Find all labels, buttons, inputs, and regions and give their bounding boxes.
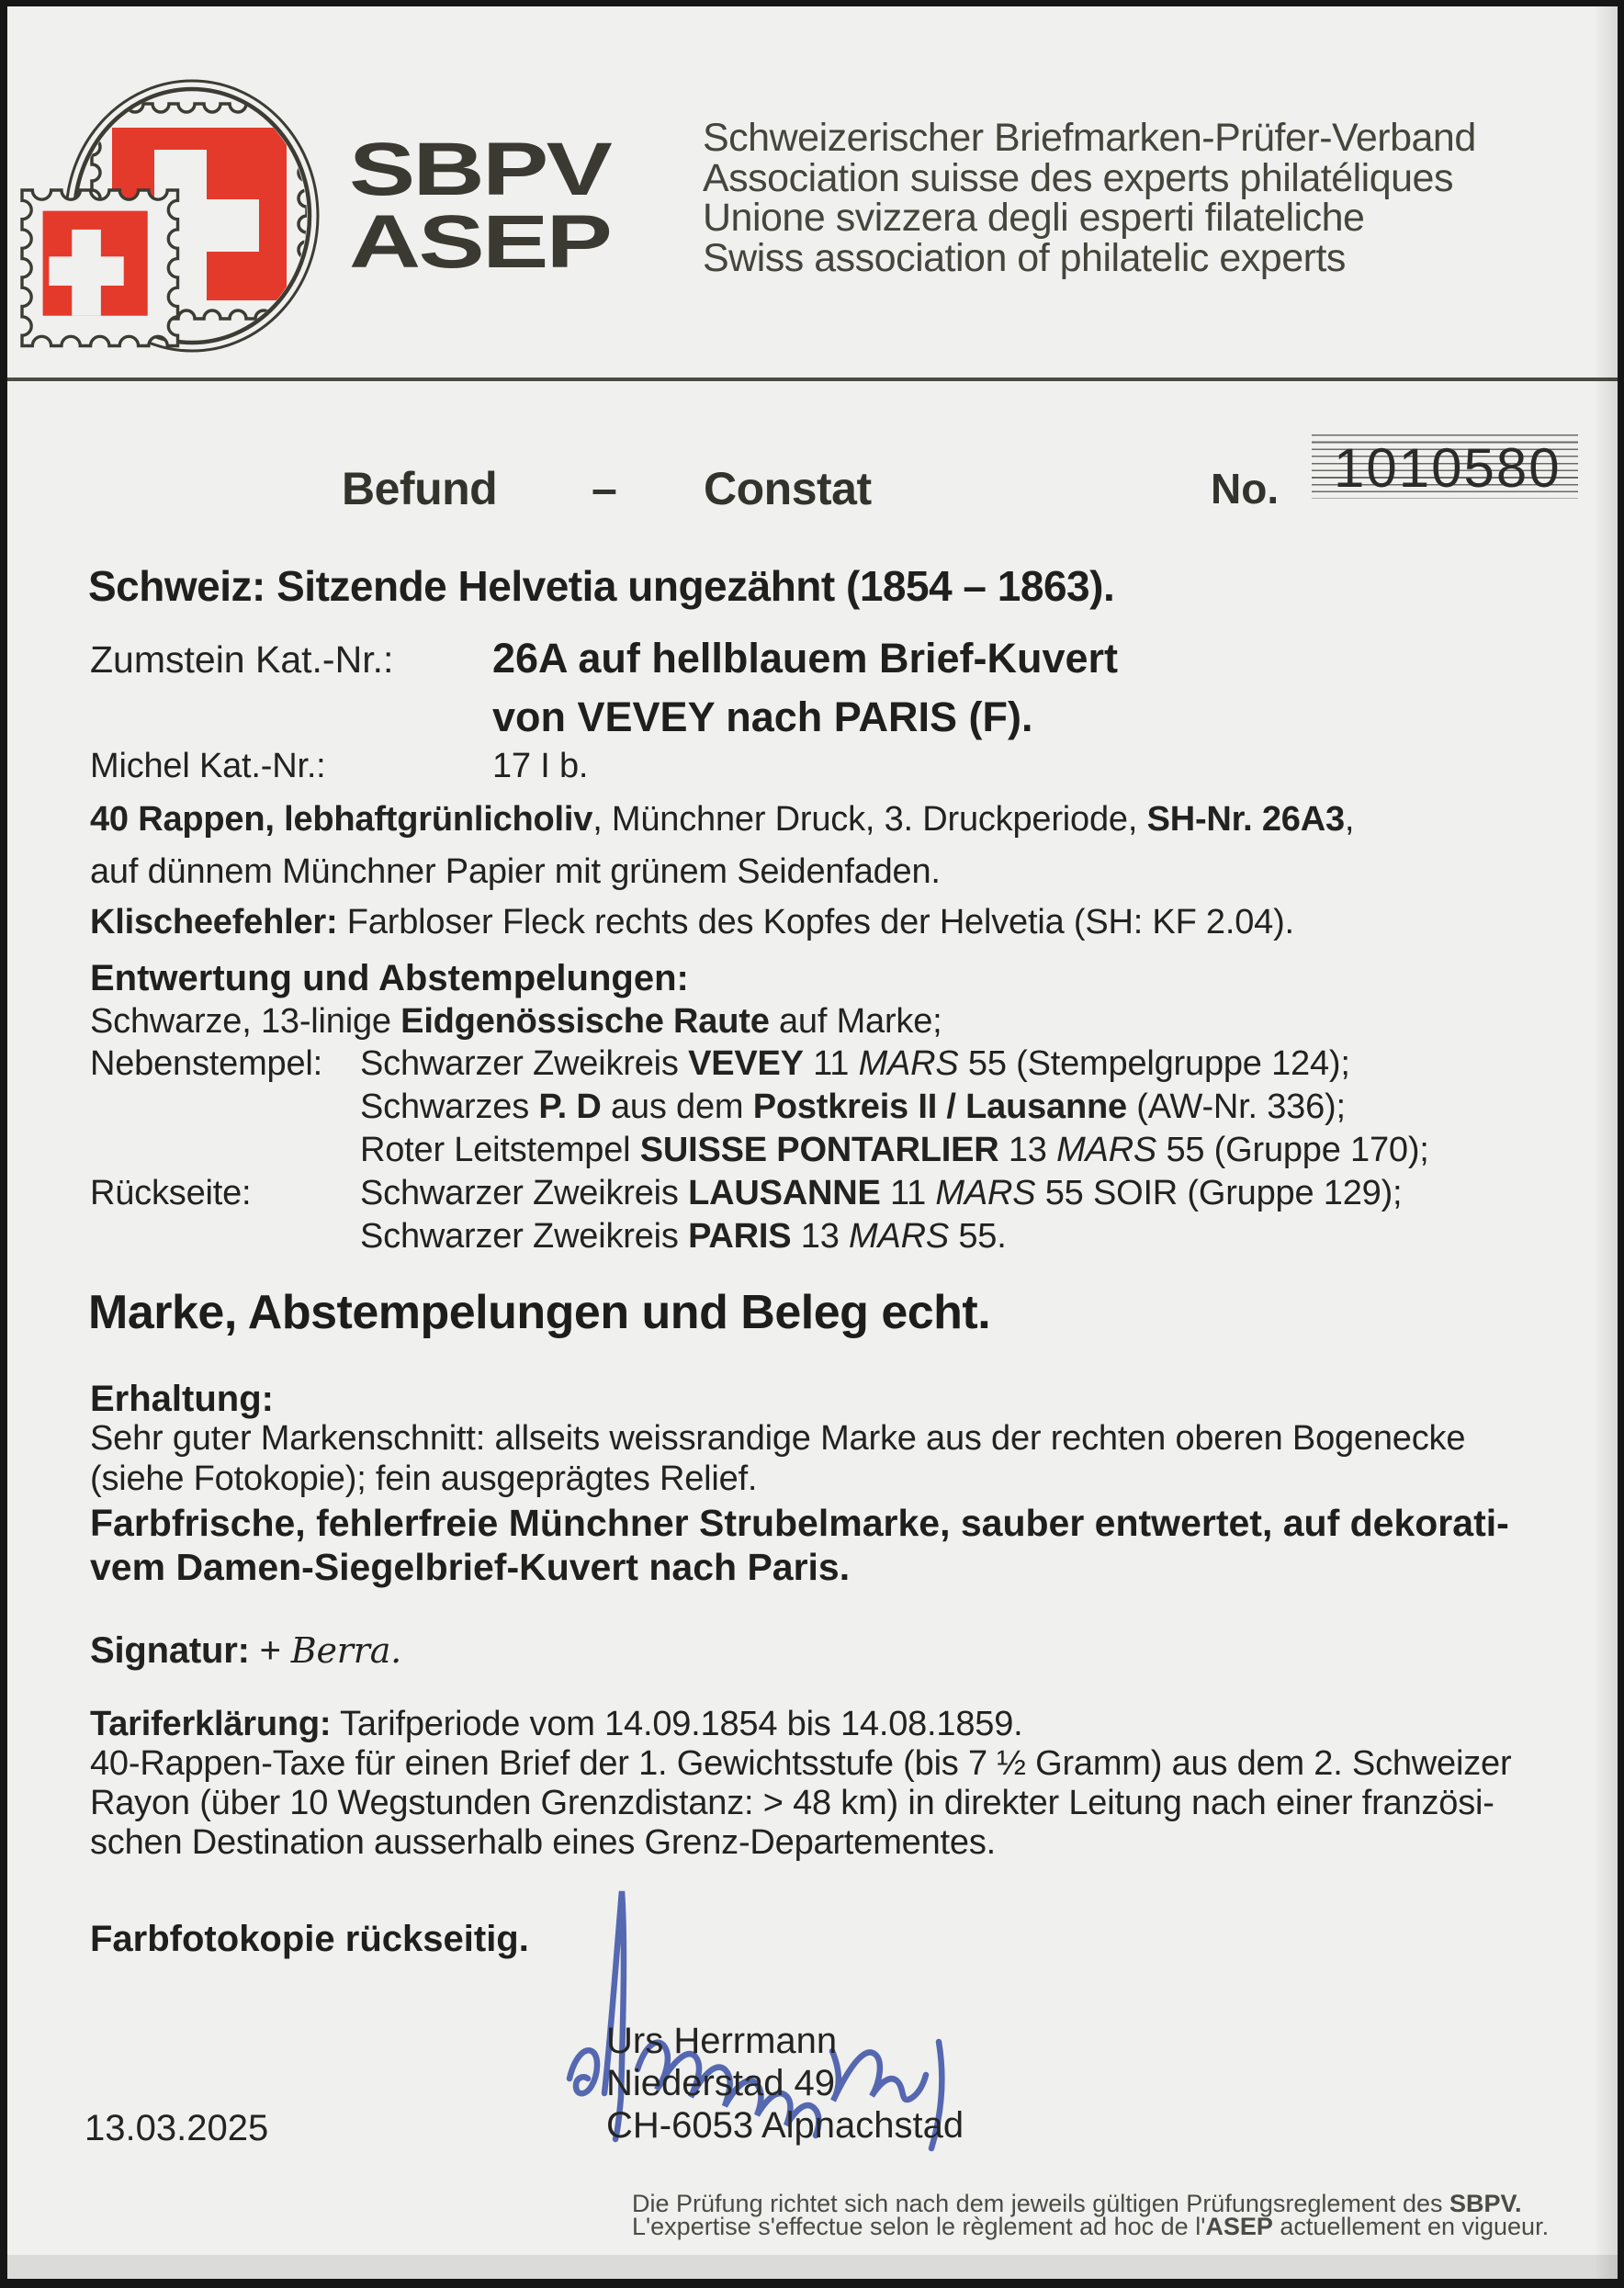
expert-address-block: [606, 2020, 964, 2147]
org-name-italian: Unione svizzera degli esperti filateliche: [703, 196, 1365, 240]
org-name-english: Swiss association of philatelic experts: [703, 235, 1346, 280]
stamp-oval-logo-graphic: [17, 76, 333, 361]
title-befund: Befund: [342, 463, 498, 514]
org-name-french: Association suisse des experts philatéliques: [703, 155, 1453, 200]
row-value: Roter Leitstempel SUISSE PONTARLIER 13 MARS 55 (Gruppe 170);: [360, 1131, 1429, 1169]
expert-name: Urs Herrmann: [606, 2021, 838, 2061]
title-dash: –: [592, 463, 617, 514]
cancellation-heading: Entwertung und Abstempelungen:: [90, 958, 689, 998]
org-names: [703, 118, 1476, 278]
photocopy-note: Farbfotokopie rückseitig.: [90, 1919, 529, 1959]
zumstein-value: [492, 629, 1118, 747]
row-value: Schwarzer Zweikreis VEVEY 11 MARS 55 (Stempelgruppe 124);: [360, 1044, 1350, 1083]
certificate-paper: [7, 6, 1618, 2279]
certificate-number: 1010580: [1334, 437, 1562, 499]
abbr-asep: ASEP: [349, 200, 611, 284]
row-value: Schwarzes P. D aus dem Postkreis II / Lausanne (AW-Nr. 336);: [360, 1088, 1346, 1126]
certificate-no-label: No.: [1211, 465, 1280, 513]
tariff-line4: schen Destination ausserhalb eines Grenz-Departementes.: [90, 1823, 996, 1862]
certificate-date: 13.03.2025: [85, 2108, 269, 2148]
expert-city: CH-6053 Alpnachstad: [606, 2105, 964, 2146]
michel-label: Michel Kat.-Nr.:: [90, 747, 326, 785]
tariff-line3: Rayon (über 10 Wegstunden Grenzdistanz: > 48 km) in direkter Leitung nach einer französi-: [90, 1784, 1494, 1822]
row-value: Schwarzer Zweikreis LAUSANNE 11 MARS 55 SOIR (Gruppe 129);: [360, 1174, 1403, 1212]
footer-line-german: Die Prüfung richtet sich nach dem jeweils gültigen Prüfungsreglement des SBPV.: [632, 2190, 1522, 2217]
small-stamp: [22, 190, 178, 346]
condition-line1: Sehr guter Markenschnitt: allseits weissrandige Marke aus der rechten oberen Bogenecke: [90, 1419, 1466, 1458]
row-label: Rückseite:: [90, 1174, 252, 1212]
tariff-line2: 40-Rappen-Taxe für einen Brief der 1. Gewichtsstufe (bis 7 ½ Gramm) aus dem 2. Schweizer: [90, 1744, 1512, 1783]
scan-bottom-strip: [7, 2255, 1618, 2279]
certificate-number-box: [1312, 434, 1578, 499]
subject-line: Schweiz: Sitzende Helvetia ungezähnt (1854 – 1863).: [88, 562, 1115, 610]
org-abbreviation: [349, 128, 611, 284]
zumstein-value-line1: 26A auf hellblauem Brief-Kuvert: [492, 635, 1118, 682]
title-constat: Constat: [704, 463, 872, 514]
row-value: Schwarzer Zweikreis PARIS 13 MARS 55.: [360, 1217, 1007, 1256]
header-divider-rule: [7, 378, 1618, 381]
footer-line-french: L'expertise s'effectue selon le règlement ad hoc de l'ASEP actuellement en vigueur.: [632, 2213, 1550, 2240]
org-name-german: Schweizerischer Briefmarken-Prüfer-Verband: [703, 116, 1476, 160]
sbpv-logo: [17, 76, 333, 361]
footer-regulation-note: [632, 2192, 1549, 2238]
michel-value: 17 I b.: [492, 747, 589, 785]
verdict-line: Marke, Abstempelungen und Beleg echt.: [88, 1286, 991, 1339]
zumstein-label: Zumstein Kat.-Nr.:: [90, 638, 394, 681]
raute-line: Schwarze, 13-linige Eidgenössische Raute auf Marke;: [90, 1002, 942, 1041]
signatur-line: Signatur: + Berra.: [90, 1630, 402, 1671]
condition-bold-line1: Farbfrische, fehlerfreie Münchner Strubelmarke, sauber entwertet, auf dekorati-: [90, 1502, 1509, 1544]
klischeefehler-line: Klischeefehler: Farbloser Fleck rechts des Kopfes der Helvetia (SH: KF 2.04).: [90, 903, 1294, 941]
condition-line2: (siehe Fotokopie); fein ausgeprägtes Relief.: [90, 1460, 758, 1498]
tariff-line1: Tariferklärung: Tarifperiode vom 14.09.1854 bis 14.08.1859.: [90, 1705, 1023, 1743]
zumstein-value-line2: von VEVEY nach PARIS (F).: [492, 693, 1033, 740]
abbr-sbpv: SBPV: [349, 128, 611, 211]
scan-edge-shadow: [1594, 6, 1618, 2279]
row-label: Nebenstempel:: [90, 1044, 322, 1083]
description-line1: 40 Rappen, lebhaftgrünlicholiv, Münchner Druck, 3. Druckperiode, SH-Nr. 26A3,: [90, 800, 1355, 839]
expert-street: Niederstad 49: [606, 2063, 836, 2103]
condition-bold-line2: vem Damen-Siegelbrief-Kuvert nach Paris.: [90, 1546, 851, 1588]
description-line2: auf dünnem Münchner Papier mit grünem Seidenfaden.: [90, 852, 941, 891]
condition-heading: Erhaltung:: [90, 1379, 274, 1419]
